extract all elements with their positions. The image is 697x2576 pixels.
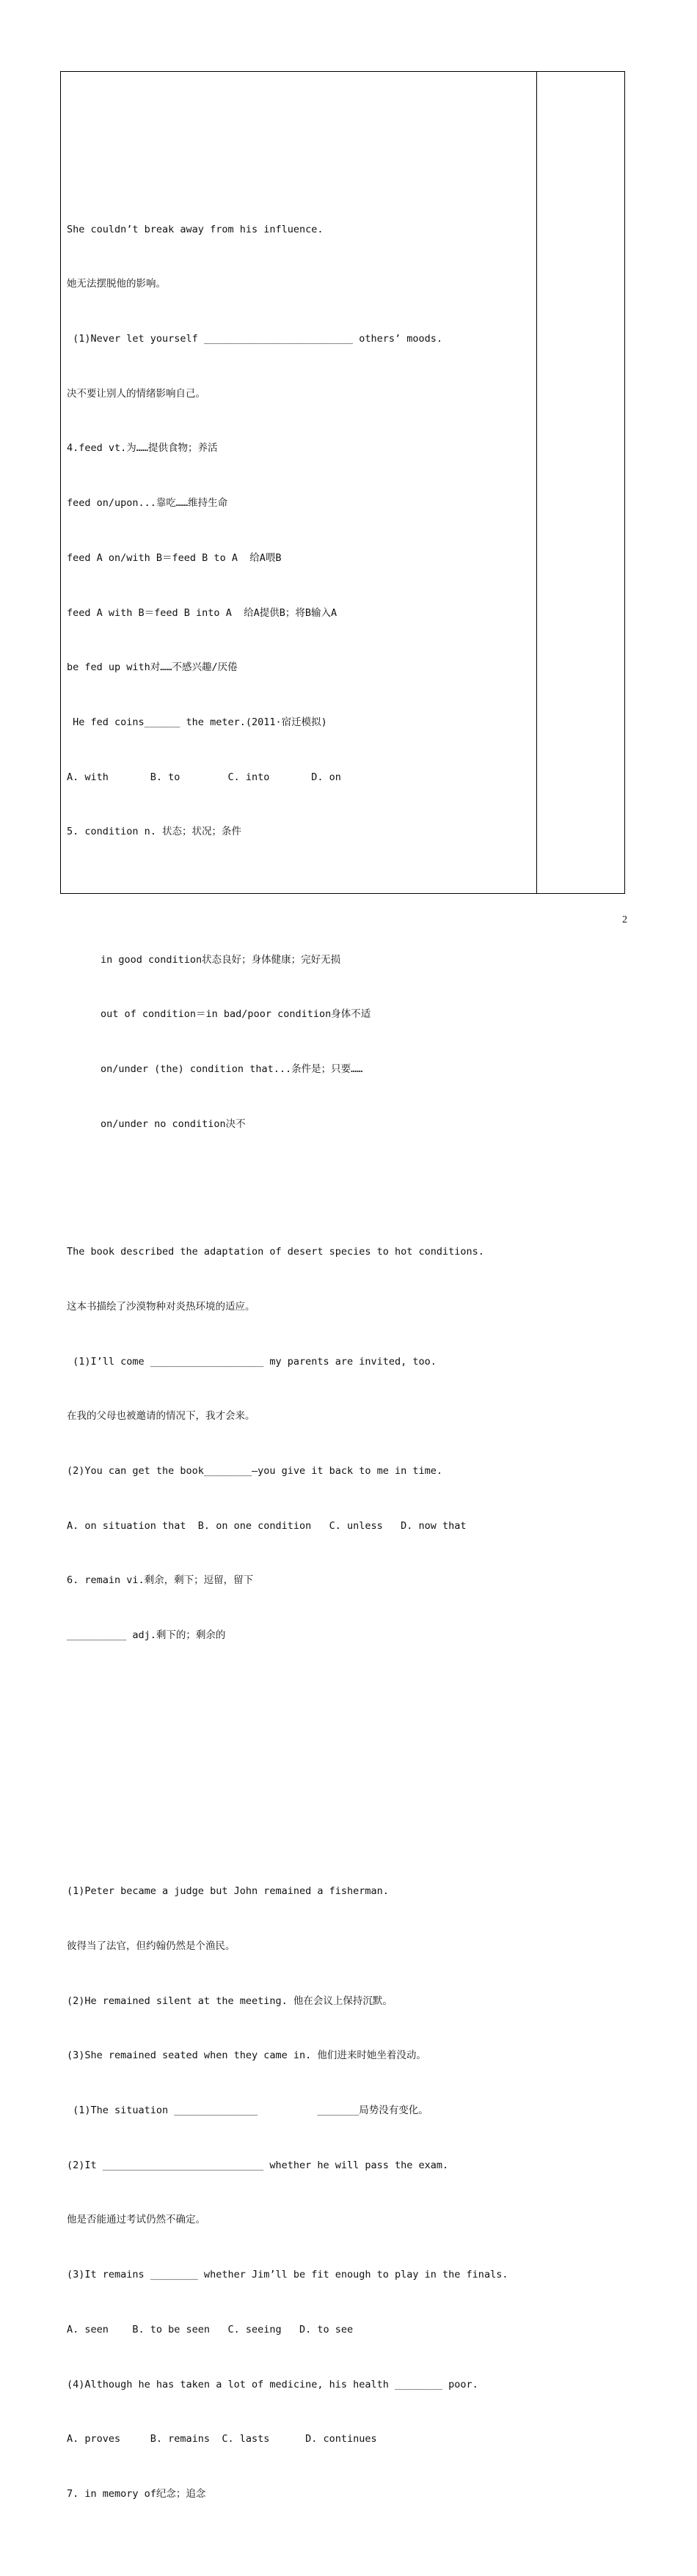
section-bottom [67, 1846, 535, 2539]
section-middle [67, 1206, 535, 1681]
page-number: 2 [622, 914, 627, 925]
text-line: (2)He remained silent at the meeting. 他在会议上保持沉默。 [67, 1995, 393, 2007]
text-line: (1)I’ll come ___________________ my parents are invited, too. [67, 1355, 437, 1368]
text-line: 6. remain vi.剩余，剩下；逗留，留下 [67, 1574, 254, 1587]
text-line: __________ adj.剩下的；剩余的 [67, 1629, 226, 1642]
text-line: (2)You can get the book________—you give it back to me in time. [67, 1464, 443, 1477]
text-line: (4)Although he has taken a lot of medicine, his health ________ poor. [67, 2378, 478, 2390]
text-line: on/under no condition决不 [101, 1118, 246, 1130]
text-line: A. proves B. remains C. lasts D. continues [67, 2433, 377, 2445]
section-indented [67, 914, 535, 1170]
text-line: (1)Peter became a judge but John remained a fisherman. [67, 1885, 389, 1898]
text-line: 他是否能通过考试仍然不确定。 [67, 2214, 205, 2226]
text-line: A. on situation that B. on one condition C. unless D. now that [67, 1519, 467, 1532]
text-line: The book described the adaptation of desert species to hot conditions. [67, 1246, 484, 1258]
text-line: 彼得当了法官，但约翰仍然是个渔民。 [67, 1940, 236, 1952]
text-line: feed A with B＝feed B into A 给A提供B；将B输入A [67, 606, 337, 619]
text-line: 这本书描绘了沙漠物种对炎热环境的适应。 [67, 1300, 255, 1313]
text-line: (3)She remained seated when they came in. 他们进来时她坐着没动。 [67, 2050, 426, 2062]
text-line: 5. condition n. 状态；状况；条件 [67, 826, 242, 838]
text-line: on/under (the) condition that...条件是；只要…… [101, 1063, 363, 1076]
blank-space [67, 1718, 535, 1810]
text-line: feed A on/with B＝feed B to A 给A喂B [67, 551, 282, 564]
text-line: be fed up with对……不感兴趣/厌倦 [67, 661, 238, 674]
text-line: (2)It ___________________________ whether he will pass the exam. [67, 2159, 449, 2171]
worksheet-table [60, 71, 625, 2500]
text-line: (3)It remains ________ whether Jim’ll be fit enough to play in the finals. [67, 2269, 508, 2281]
section-top [67, 184, 535, 878]
text-line: A. seen B. to be seen C. seeing D. to see [67, 2323, 354, 2335]
text-line: out of condition＝in bad/poor condition身体不适 [101, 1008, 371, 1021]
text-line: feed on/upon...靠吃……维持生命 [67, 497, 228, 510]
text-line: 7. in memory of纪念；追念 [67, 2487, 206, 2500]
text-line: (1)Never let yourself _________________________ others’ moods. [67, 333, 443, 345]
text-line: 决不要让别人的情绪影响自己。 [67, 387, 205, 400]
main-content [67, 147, 535, 2576]
text-line: 在我的父母也被邀请的情况下，我才会来。 [67, 1410, 255, 1423]
text-line: 她无法摆脱他的影响。 [67, 278, 166, 290]
column-divider [536, 72, 537, 893]
text-line: A. with B. to C. into D. on [67, 771, 341, 783]
text-line: (1)The situation ______________ _______局势没有变化。 [67, 2105, 428, 2116]
text-line: He fed coins______ the meter.(2011·宿迁模拟) [67, 716, 327, 728]
text-line: She couldn’t break away from his influence. [67, 223, 324, 235]
text-line: in good condition状态良好；身体健康；完好无损 [101, 953, 341, 966]
text-line: 4.feed vt.为……提供食物；养活 [67, 442, 218, 455]
